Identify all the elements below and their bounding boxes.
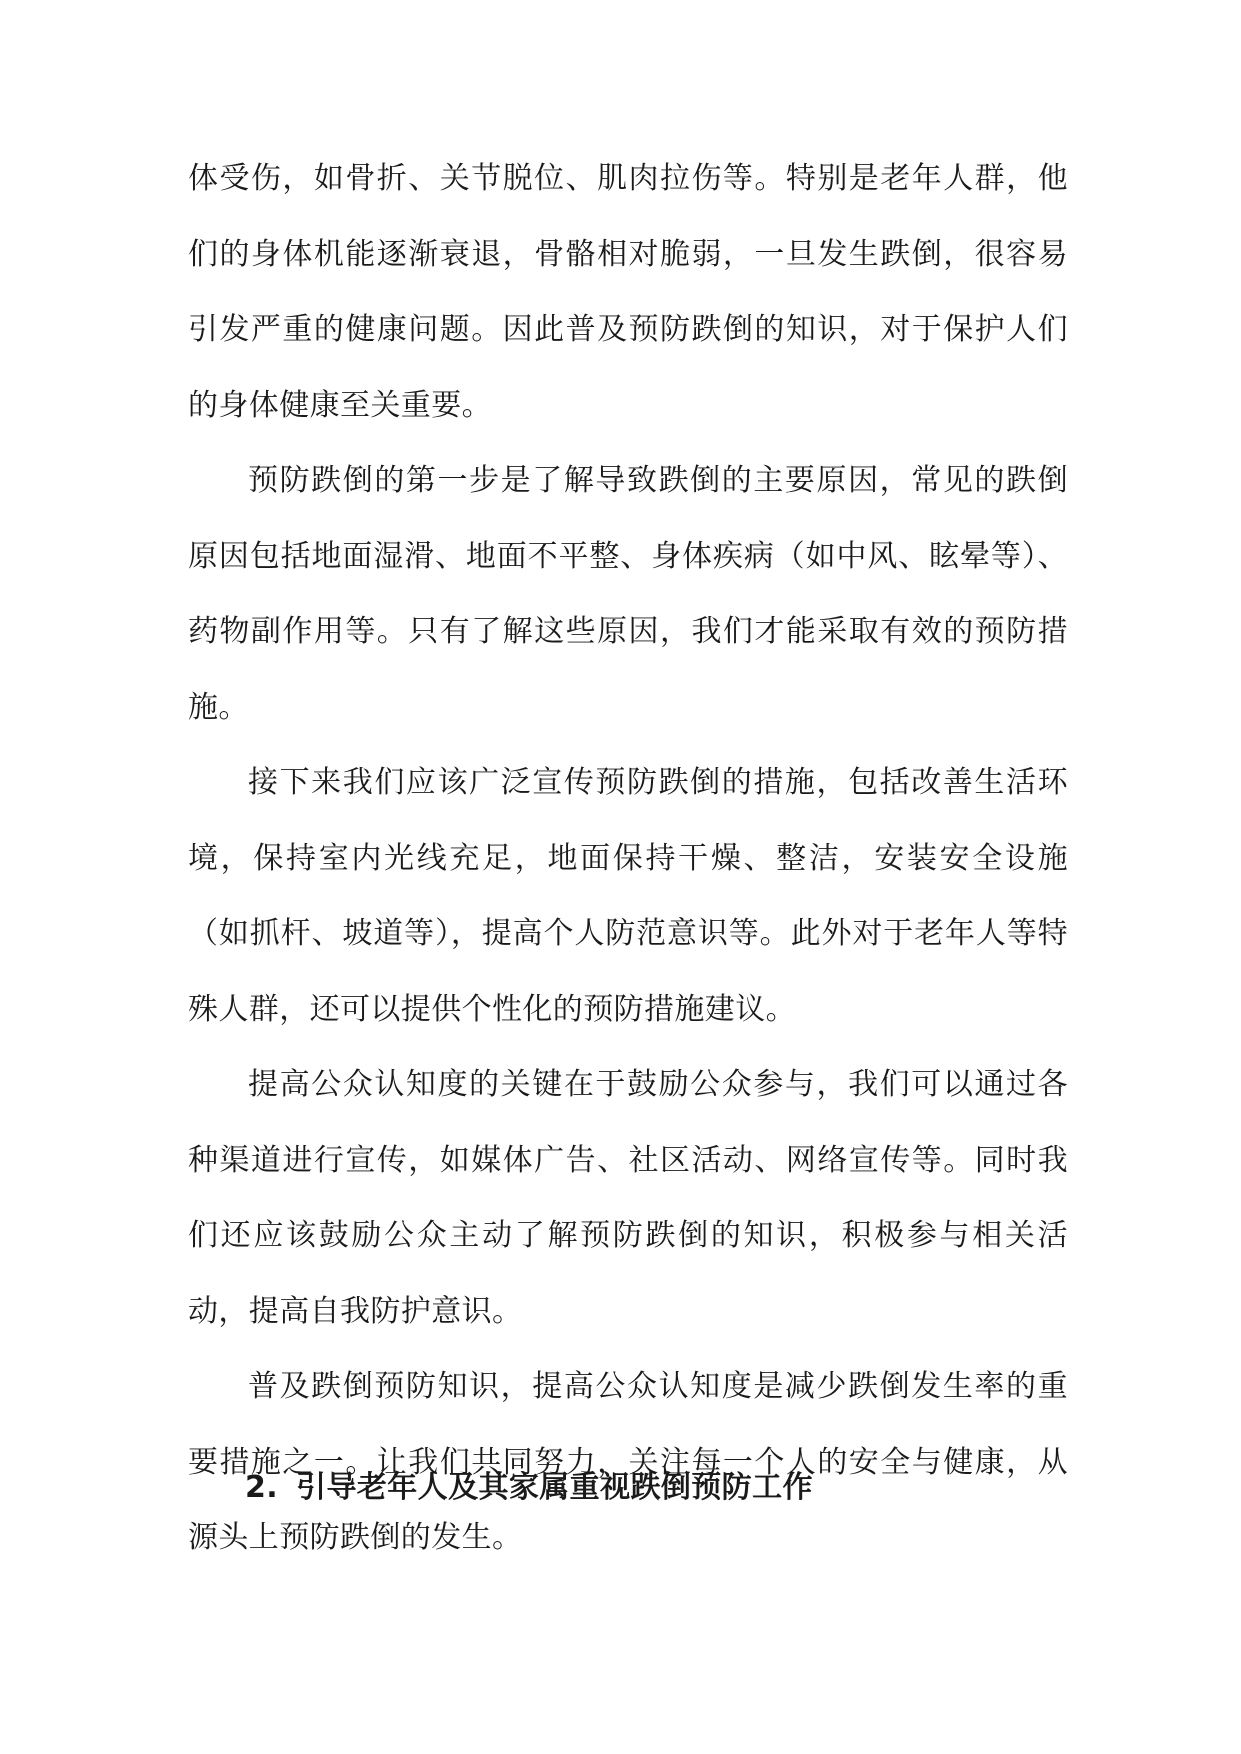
paragraph-fall-causes: 预防跌倒的第一步是了解导致跌倒的主要原因，常见的跌倒原因包括地面湿滑、地面不平整、身体疾病（如中风、眩晕等）、药物副作用等。只有了解这些原因，我们才能采取有效的预防措施。 [188, 463, 1068, 725]
section-title: 引导老年人及其家属重视跌倒预防工作 [296, 1470, 813, 1505]
body-text [188, 141, 1068, 1576]
section-heading [245, 1464, 813, 1512]
paragraph-continued: 体受伤，如骨折、关节脱位、肌肉拉伤等。特别是老年人群，他们的身体机能逐渐衰退，骨骼相对脆弱，一旦发生跌倒，很容易引发严重的健康问题。因此普及预防跌倒的知识，对于保护人们的身体健康至关重要。 [188, 161, 1068, 423]
section-number: 2. [245, 1470, 279, 1505]
paragraph-public-awareness: 提高公众认知度的关键在于鼓励公众参与，我们可以通过各种渠道进行宣传，如媒体广告、社区活动、网络宣传等。同时我们还应该鼓励公众主动了解预防跌倒的知识，积极参与相关活动，提高自我防护意识。 [188, 1067, 1068, 1329]
paragraph-prevention-measures: 接下来我们应该广泛宣传预防跌倒的措施，包括改善生活环境，保持室内光线充足，地面保持干燥、整洁，安装安全设施（如抓杆、坡道等），提高个人防范意识等。此外对于老年人等特殊人群，还可以提供个性化的预防措施建议。 [188, 765, 1068, 1027]
paragraph-conclusion: 普及跌倒预防知识，提高公众认知度是减少跌倒发生率的重要措施之一。让我们共同努力，关注每一个人的安全与健康，从源头上预防跌倒的发生。 [188, 1369, 1068, 1555]
